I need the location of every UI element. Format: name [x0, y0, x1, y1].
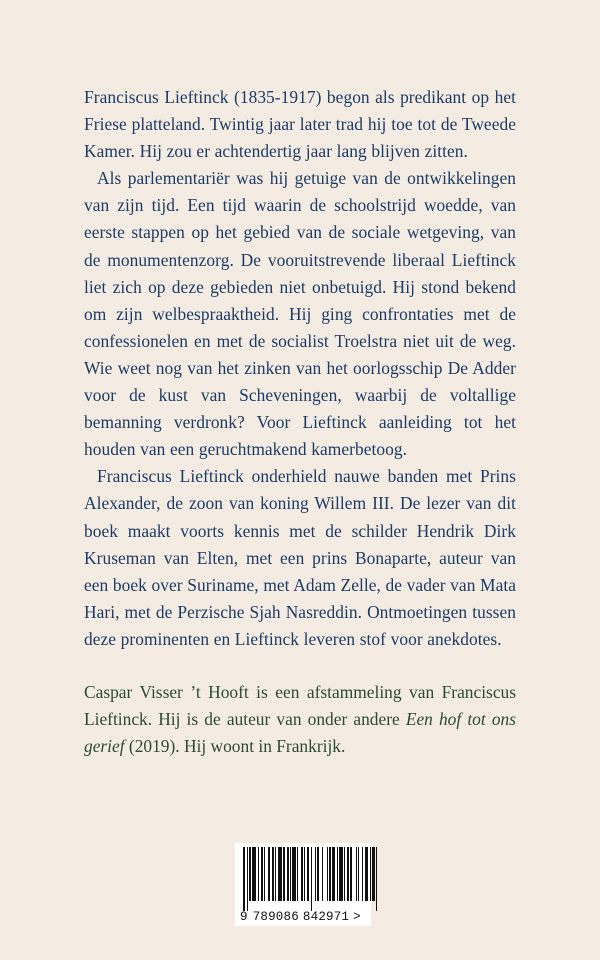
- author-note-book-title: Een hof tot ons gerief: [84, 709, 516, 757]
- author-biography-note: [84, 679, 516, 760]
- isbn-barcode: [235, 843, 371, 926]
- barcode-tail-mark: >: [353, 910, 361, 924]
- author-note-tail: (2019). Hij woont in Frankrijk.: [124, 736, 346, 757]
- blurb-paragraph-2: Als parlementariër was hij getuige van de ontwikkelingen van zijn tijd. Een tijd waarin de schoolstrijd woedde, van eerste stappen op het gebied van de sociale wetgeving, van de monumentenzorg. De vooruitstrevende liberaal Lieftinck liet zich op deze gebieden niet onbetuigd. Hij stond bekend om zijn welbespraaktheid. Hij ging confrontaties met de confessionelen en met de socialist Troelstra niet uit de weg. Wie weet nog van het zinken van het oorlogsschip De Adder voor de kust van Scheveningen, waarbij de voltallige bemanning verdronk? Voor Lieftinck aanleiding tot het houden van een geruchtmakend kamerbetoog.: [84, 168, 516, 460]
- blurb-text-block: [84, 84, 516, 760]
- blurb-paragraph-1: Franciscus Lieftinck (1835-1917) begon als predikant op het Friese platteland. Twintig jaar later trad hij toe tot de Tweede Kamer. Hij zou er achtendertig jaar lang blijven zitten.: [84, 87, 516, 162]
- blurb-paragraph-3: Franciscus Lieftinck onderhield nauwe banden met Prins Alexander, de zoon van koning Willem III. De lezer van dit boek maakt voorts kennis met de schilder Hendrik Dirk Kruseman van Elten, met een prins Bonaparte, auteur van een boek over Suriname, met Adam Zelle, de vader van Mata Hari, met de Perzische Sjah Nasreddin. Ontmoetingen tussen deze prominenten en Lieftinck leveren stof voor anekdotes.: [84, 466, 516, 649]
- barcode-right-group: 842971: [302, 910, 350, 924]
- barcode-bars: [243, 847, 363, 911]
- barcode-digits: [235, 909, 371, 925]
- author-note-lead: Caspar Visser ’t Hooft is een afstammeling van Franciscus Lieftinck. Hij is de auteur van onder andere: [84, 681, 516, 730]
- barcode-left-group: 789086: [252, 910, 299, 924]
- barcode-lead-digit: 9: [240, 910, 248, 924]
